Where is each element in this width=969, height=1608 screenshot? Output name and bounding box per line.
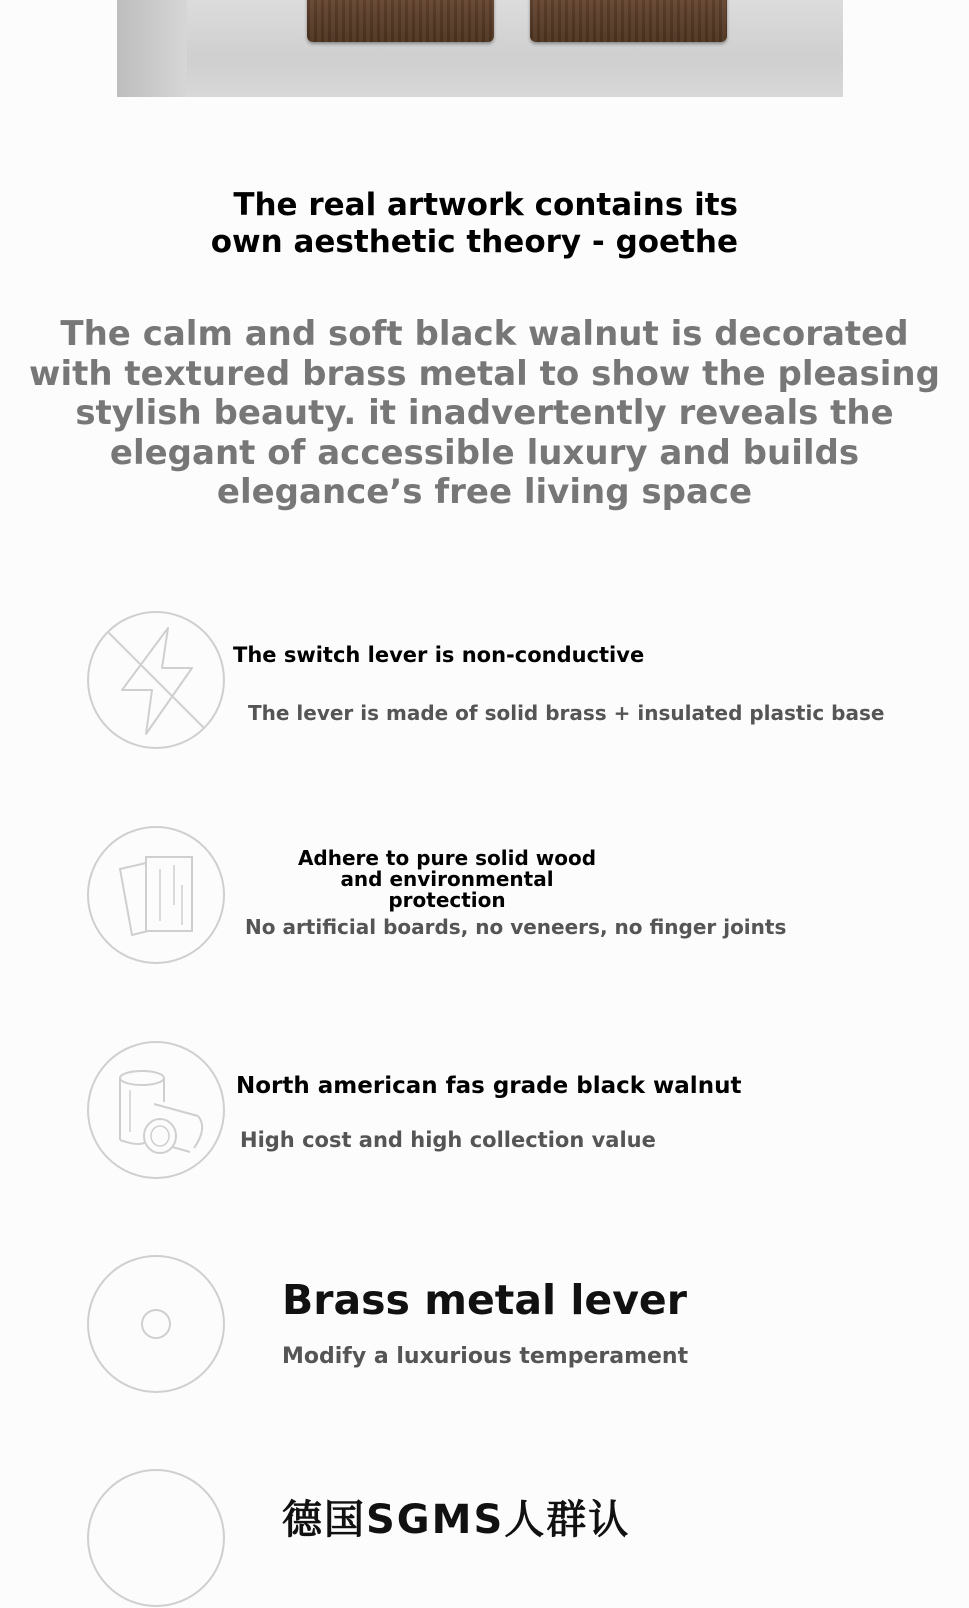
feature-3-title: North american fas grade black walnut: [236, 1073, 742, 1099]
feature-2-desc: No artificial boards, no veneers, no finger joints: [245, 915, 787, 939]
feature-5-title: 德国SGMS人群认: [282, 1497, 631, 1543]
wood-boards-icon: [86, 825, 226, 965]
walnut-panel-right: [530, 0, 727, 42]
feature-4-title: Brass metal lever: [282, 1276, 687, 1324]
quote-line-2: own aesthetic theory - goethe: [210, 224, 738, 260]
feature-1-desc: The lever is made of solid brass + insulated plastic base: [248, 701, 885, 725]
quote-heading: [200, 187, 738, 261]
photo-shadow: [117, 0, 187, 97]
feature-3-desc: High cost and high collection value: [240, 1128, 656, 1152]
hero-photo: [117, 0, 843, 97]
intro-paragraph: The calm and soft black walnut is decorated with textured brass metal to show the pleasing stylish beauty. it inadvertently reveals the elegant of accessible luxury and builds elegance’s free living space: [29, 314, 940, 512]
quote-line-1: The real artwork contains its: [233, 187, 738, 223]
feature-1-title: The switch lever is non-conductive: [233, 643, 645, 667]
feature-2-title: Adhere to pure solid wood and environmental protection: [297, 846, 597, 912]
circle-icon: [86, 1468, 226, 1608]
wood-logs-icon: [86, 1040, 226, 1180]
walnut-panel-left: [307, 0, 494, 42]
feature-4-desc: Modify a luxurious temperament: [282, 1344, 689, 1369]
no-lightning-icon: [86, 610, 226, 750]
brass-lever-icon: [86, 1254, 226, 1394]
